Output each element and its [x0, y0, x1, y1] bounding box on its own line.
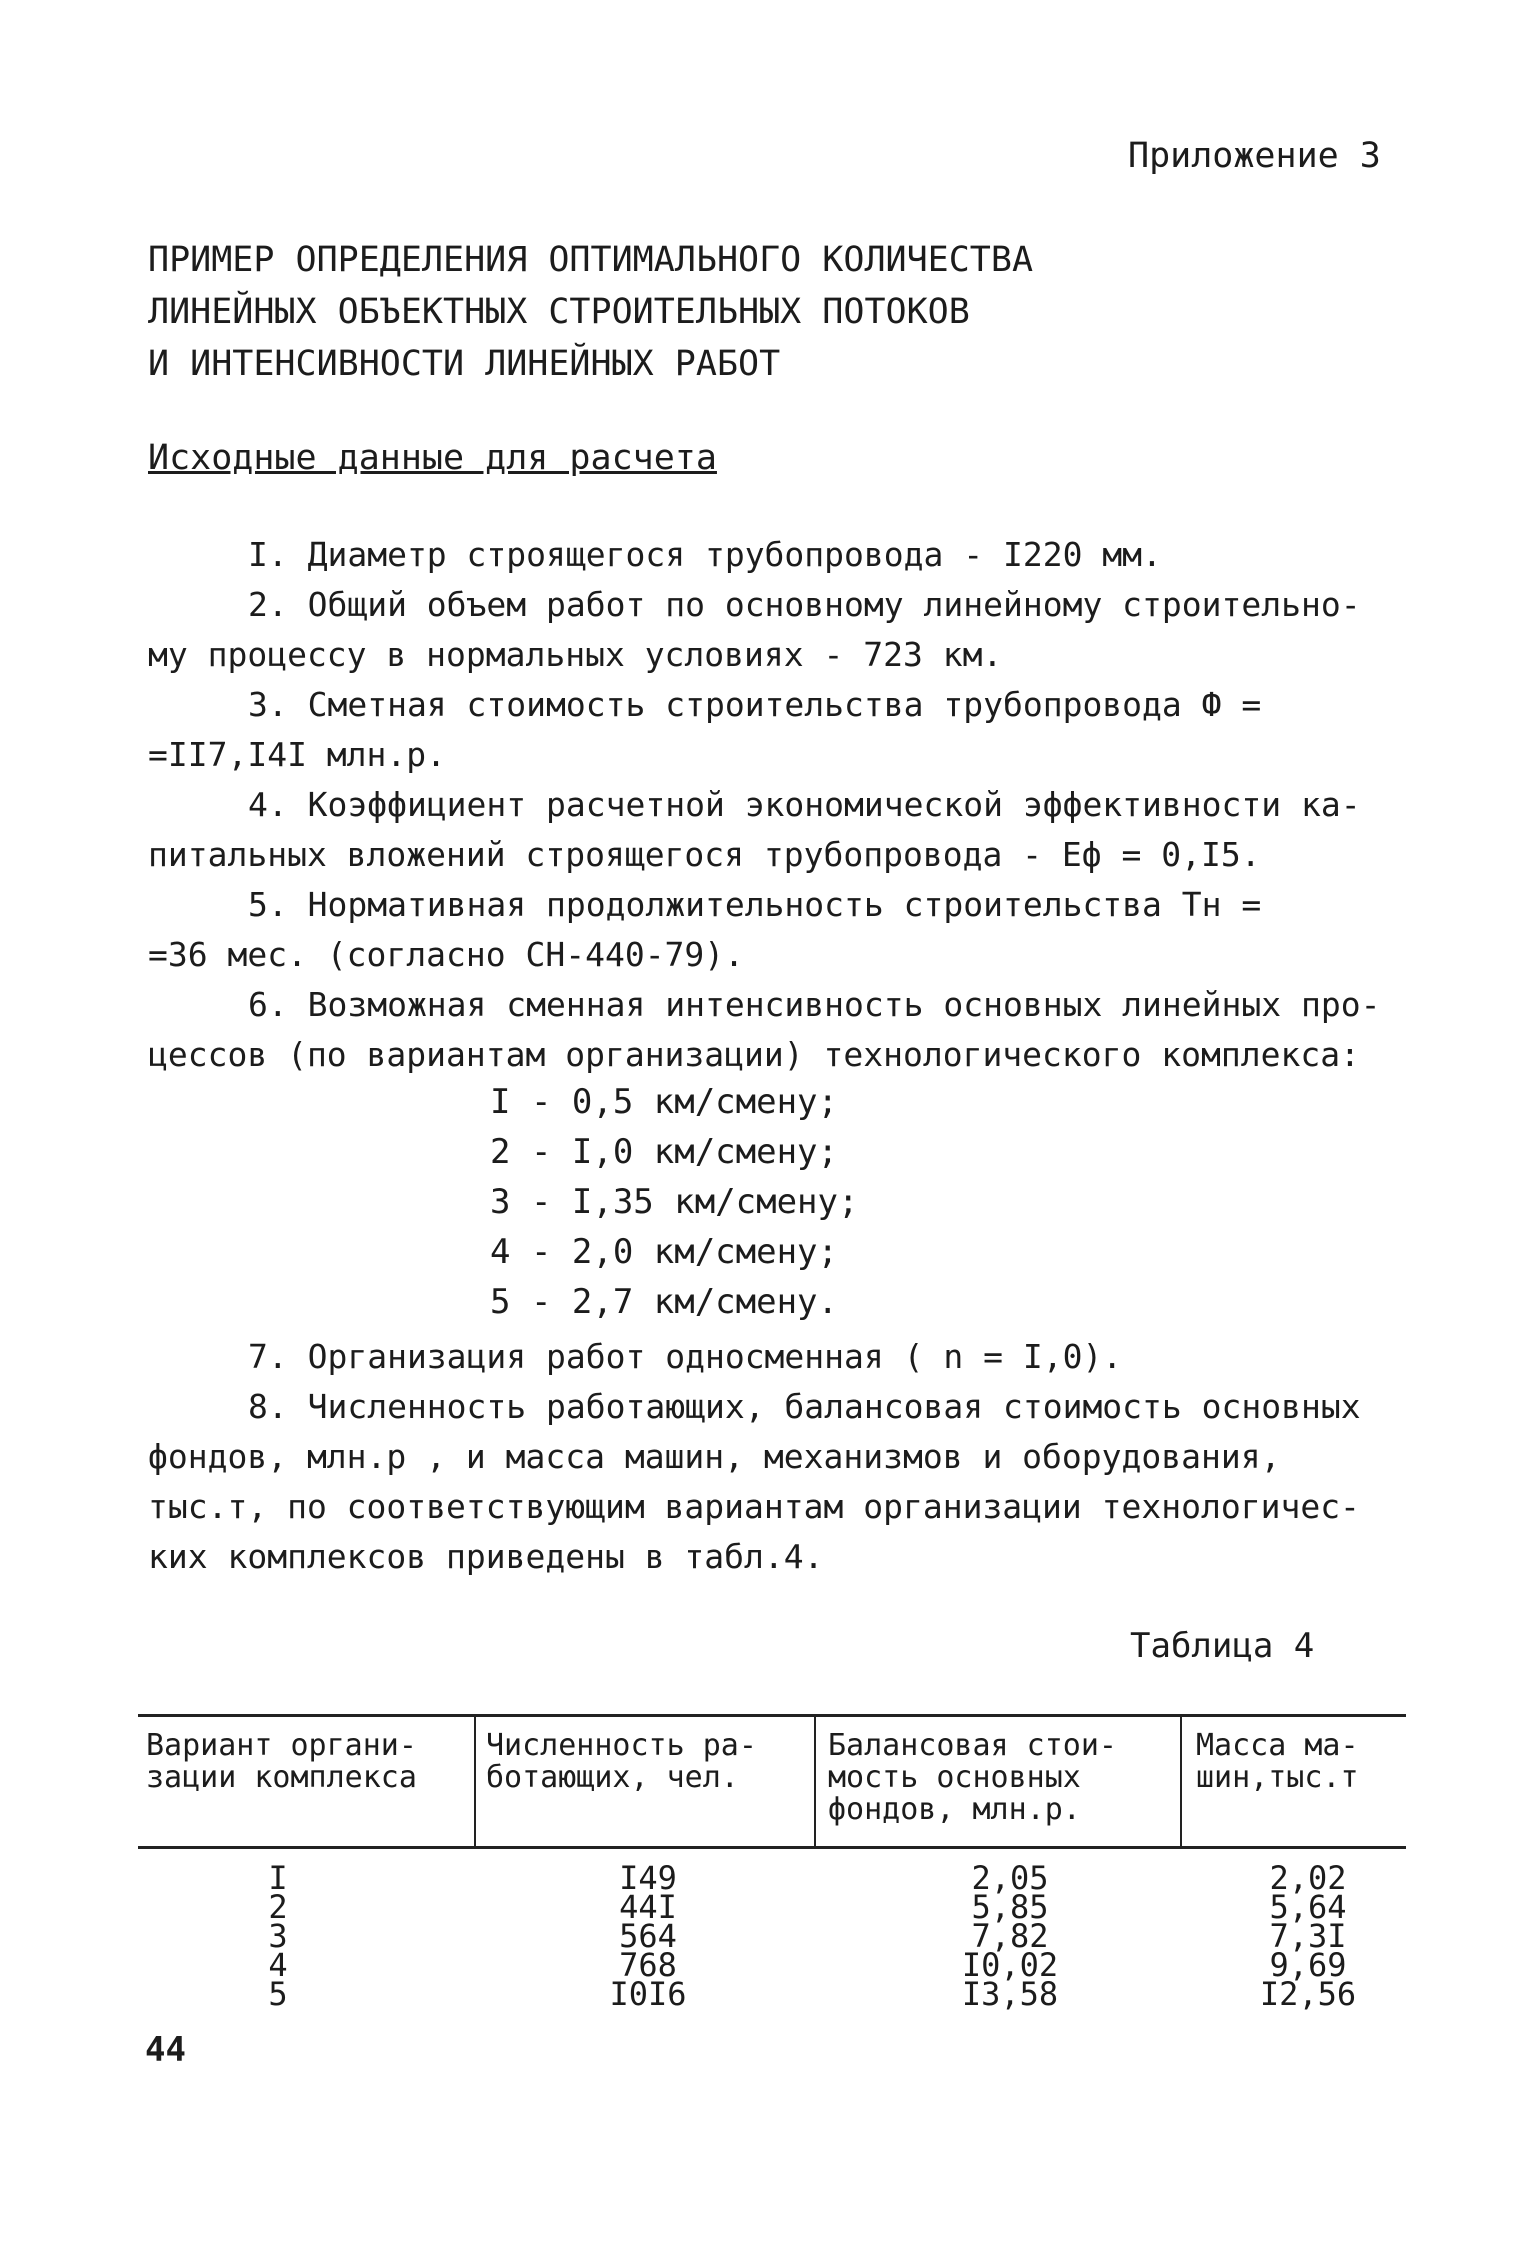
item-line: 4. Коэффициент расчетной экономической эффективности ка- [248, 785, 1361, 824]
item-8 [148, 1382, 1403, 1582]
table-cell: I2,56 [1259, 1975, 1357, 2013]
column-workers [578, 1859, 718, 2013]
header-line: Численность ра- [486, 1728, 757, 1763]
item-line: 5. Нормативная продолжительность строительства Тн = [248, 885, 1262, 924]
item-line: ких комплексов приведены в табл.4. [148, 1537, 824, 1576]
document-title [148, 234, 1033, 390]
table-cell: 5,64 [1269, 1888, 1347, 1926]
item-line: =36 мес. (согласно СН-440-79). [148, 935, 745, 974]
variant-item: 4 - 2,0 км/смену; [490, 1232, 838, 1272]
item-5 [148, 880, 1403, 980]
table-cell: 9,69 [1269, 1946, 1347, 1984]
subheading: Исходные данные для расчета [148, 438, 717, 478]
column-machine-mass [1228, 1859, 1388, 2013]
column-divider [814, 1714, 816, 1846]
header-line: зации комплекса [146, 1760, 417, 1795]
header-line: фондов, млн.р. [828, 1792, 1081, 1827]
item-3 [148, 680, 1403, 780]
table-top-rule [138, 1714, 1406, 1717]
table-cell: 2,02 [1269, 1859, 1347, 1897]
title-line: ПРИМЕР ОПРЕДЕЛЕНИЯ ОПТИМАЛЬНОГО КОЛИЧЕСТВА [148, 240, 1034, 280]
table-cell: 2 [268, 1888, 288, 1926]
item-4 [148, 780, 1403, 880]
table-cell: 2,05 [971, 1859, 1049, 1897]
header-line: Масса ма- [1196, 1728, 1359, 1763]
item-line: 2. Общий объем работ по основному линейному строительно- [248, 585, 1361, 624]
item-line: цессов (по вариантам организации) технологического комплекса: [148, 1035, 1360, 1074]
table-cell: 564 [619, 1917, 677, 1955]
appendix-label: Приложение 3 [1128, 136, 1381, 176]
table-cell: 5 [268, 1975, 288, 2013]
header-line: шин,тыс.т [1196, 1760, 1359, 1795]
item-line: тыс.т, по соответствующим вариантам организации технологичес- [148, 1487, 1360, 1526]
item-2 [148, 580, 1403, 680]
table-cell: 768 [619, 1946, 677, 1984]
column-divider [1180, 1714, 1182, 1846]
variant-item: 2 - I,0 км/смену; [490, 1132, 838, 1172]
header-line: мость основных [828, 1760, 1081, 1795]
table-caption: Таблица 4 [1130, 1626, 1315, 1666]
item-7 [148, 1332, 1403, 1382]
title-line: И ИНТЕНСИВНОСТИ ЛИНЕЙНЫХ РАБОТ [148, 344, 781, 384]
item-line: му процессу в нормальных условиях - 723 км. [148, 635, 1003, 674]
item-line: фондов, млн.р , и масса машин, механизмов и оборудования, [148, 1437, 1281, 1476]
variant-item: I - 0,5 км/смену; [490, 1082, 838, 1122]
table-cell: I0I6 [609, 1975, 687, 2013]
table-cell: 4 [268, 1946, 288, 1984]
table-cell: 3 [268, 1917, 288, 1955]
table-cell: 7,82 [971, 1917, 1049, 1955]
table-cell: I [268, 1859, 288, 1897]
table-cell: I0,02 [961, 1946, 1059, 1984]
item-line: 8. Численность работающих, балансовая стоимость основных [248, 1387, 1361, 1426]
table-cell: 5,85 [971, 1888, 1049, 1926]
table-header-rule [138, 1846, 1406, 1849]
column-divider [474, 1714, 476, 1846]
item-line: питальных вложений строящегося трубопровода - Еф = 0,I5. [148, 835, 1261, 874]
header-line: Балансовая стои- [828, 1728, 1117, 1763]
item-line: 3. Сметная стоимость строительства трубопровода Ф = [248, 685, 1262, 724]
header-line: Вариант органи- [146, 1728, 417, 1763]
item-line: 7. Организация работ односменная ( n = I,0). [248, 1337, 1123, 1376]
table-cell: 7,3I [1269, 1917, 1347, 1955]
item-line: 6. Возможная сменная интенсивность основных линейных про- [248, 985, 1381, 1024]
header-machine-mass [1196, 1730, 1359, 1794]
column-variant [238, 1859, 318, 2013]
header-variant [146, 1730, 417, 1794]
variant-item: 5 - 2,7 км/смену. [490, 1282, 838, 1322]
page-number: 44 [145, 2030, 186, 2070]
table-cell: I49 [619, 1859, 677, 1897]
header-balance-value [828, 1730, 1117, 1826]
table-cell: I3,58 [961, 1975, 1059, 2013]
item-1 [148, 530, 1403, 580]
title-line: ЛИНЕЙНЫХ ОБЪЕКТНЫХ СТРОИТЕЛЬНЫХ ПОТОКОВ [148, 292, 970, 332]
table-cell: 44I [619, 1888, 677, 1926]
item-6 [148, 980, 1403, 1080]
item-line: =II7,I4I млн.р. [148, 735, 447, 774]
header-workers [486, 1730, 757, 1794]
header-line: ботающих, чел. [486, 1760, 739, 1795]
item-line: I. Диаметр строящегося трубопровода - I220 мм. [248, 535, 1162, 574]
column-balance-value [930, 1859, 1090, 2013]
variant-item: 3 - I,35 км/смену; [490, 1182, 859, 1222]
